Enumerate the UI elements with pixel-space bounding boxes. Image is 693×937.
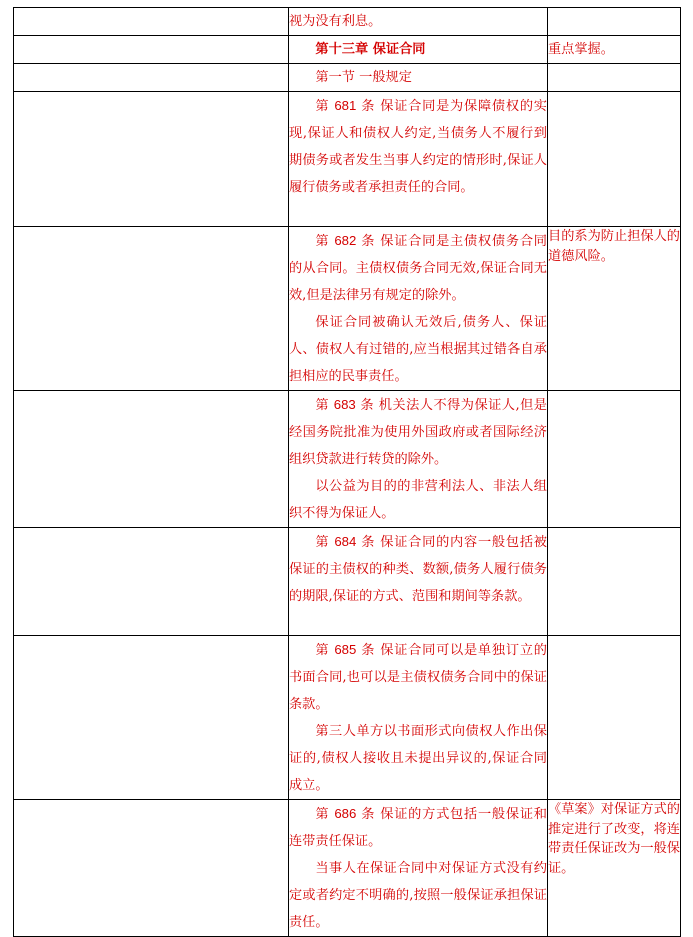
comparison-table bbox=[13, 7, 681, 937]
left-cell bbox=[14, 391, 289, 528]
table-row bbox=[14, 36, 681, 64]
article-paragraph: 第三人单方以书面形式向债权人作出保证的,债权人接收且未提出异议的,保证合同成立。 bbox=[289, 724, 547, 793]
text-line: 视为没有利息。 bbox=[289, 14, 382, 29]
table-row bbox=[14, 227, 681, 391]
article-paragraph: 第 681 条 保证合同是为保障债权的实现,保证人和债权人约定,当债务人不履行到期债务或者发生当事人约定的情形时,保证人履行债务或者承担责任的合同。 bbox=[289, 98, 547, 195]
left-cell bbox=[14, 528, 289, 636]
article-paragraph: 当事人在保证合同中对保证方式没有约定或者约定不明确的,按照一般保证承担保证责任。 bbox=[289, 861, 547, 930]
article-paragraph: 第 682 条 保证合同是主债权债务合同的从合同。主债权债务合同无效,保证合同无效,但是法律另有规定的除外。 bbox=[289, 233, 547, 303]
article-paragraph: 第 686 条 保证的方式包括一般保证和连带责任保证。 bbox=[289, 806, 547, 849]
note-cell bbox=[548, 636, 681, 800]
article-cell bbox=[289, 227, 548, 391]
article-cell bbox=[289, 800, 548, 937]
chapter-title: 第十三章 保证合同 bbox=[315, 42, 426, 57]
note-cell: 目的系为防止担保人的道德风险。 bbox=[548, 227, 681, 391]
left-cell bbox=[14, 636, 289, 800]
article-paragraph: 保证合同被确认无效后,债务人、保证人、债权人有过错的,应当根据其过错各自承担相应的民事责任。 bbox=[289, 315, 547, 384]
table-row bbox=[14, 636, 681, 800]
article-paragraph: 以公益为目的的非营利法人、非法人组织不得为保证人。 bbox=[289, 479, 547, 521]
article-paragraph: 第 684 条 保证合同的内容一般包括被保证的主债权的种类、数额,债务人履行债务的期限,保证的方式、范围和期间等条款。 bbox=[289, 534, 547, 604]
left-cell bbox=[14, 64, 289, 92]
article-cell bbox=[289, 636, 548, 800]
note-cell: 重点掌握。 bbox=[548, 36, 681, 64]
article-cell bbox=[289, 92, 548, 227]
article-cell bbox=[289, 528, 548, 636]
left-cell bbox=[14, 227, 289, 391]
note-cell bbox=[548, 92, 681, 227]
note-cell bbox=[548, 391, 681, 528]
table-row bbox=[14, 8, 681, 36]
section-title: 第一节 一般规定 bbox=[315, 70, 412, 85]
article-paragraph: 第 683 条 机关法人不得为保证人,但是经国务院批准为使用外国政府或者国际经济组织贷款进行转贷的除外。 bbox=[289, 397, 547, 467]
article-cell bbox=[289, 8, 548, 36]
note-cell: 《草案》对保证方式的推定进行了改变，将连带责任保证改为一般保证。 bbox=[548, 800, 681, 937]
table-row bbox=[14, 528, 681, 636]
article-cell bbox=[289, 64, 548, 92]
left-cell bbox=[14, 92, 289, 227]
table-row bbox=[14, 92, 681, 227]
left-cell bbox=[14, 8, 289, 36]
note-cell bbox=[548, 8, 681, 36]
table-row bbox=[14, 800, 681, 937]
table-row bbox=[14, 64, 681, 92]
article-cell bbox=[289, 36, 548, 64]
left-cell bbox=[14, 800, 289, 937]
table-row bbox=[14, 391, 681, 528]
note-cell bbox=[548, 528, 681, 636]
article-cell bbox=[289, 391, 548, 528]
note-cell bbox=[548, 64, 681, 92]
left-cell bbox=[14, 36, 289, 64]
article-paragraph: 第 685 条 保证合同可以是单独订立的书面合同,也可以是主债权债务合同中的保证条款。 bbox=[289, 642, 547, 712]
